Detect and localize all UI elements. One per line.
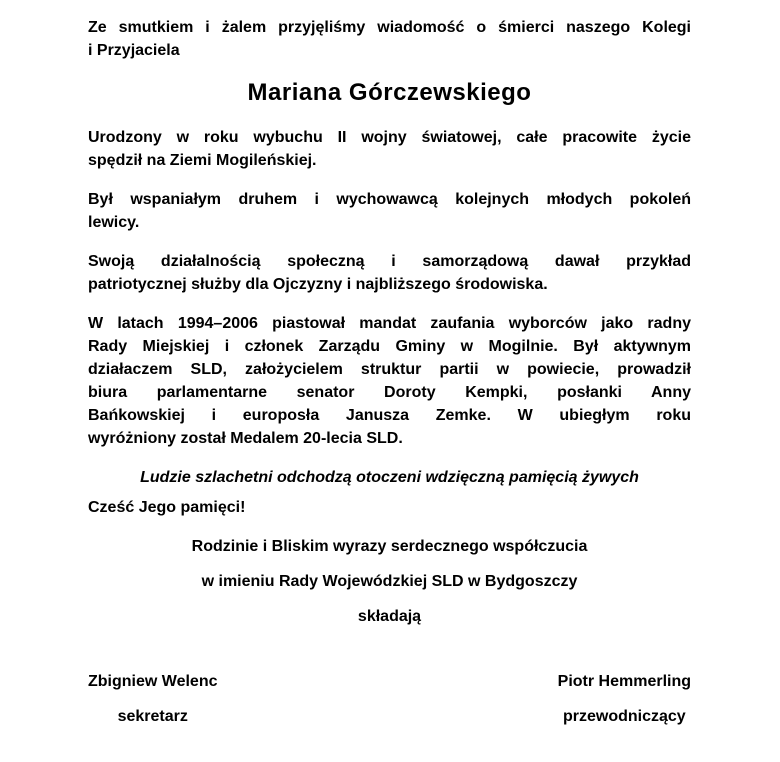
tribute-line: Cześć Jego pamięci! — [88, 499, 246, 516]
paragraph-line: biura parlamentarne senator Doroty Kempki, posłanki Anny — [88, 384, 691, 401]
signatory-name: Piotr Hemmerling — [557, 673, 691, 690]
signatory-role: sekretarz — [117, 708, 188, 725]
paragraph — [88, 312, 691, 450]
paragraph-line: i Przyjaciela — [88, 42, 180, 59]
paragraph-line: W latach 1994–2006 piastował mandat zaufania wyborców jako radny — [88, 315, 691, 332]
paragraph — [88, 126, 691, 172]
deceased-name-title: Mariana Górczewskiego — [247, 79, 532, 106]
paragraph-line: działaczem SLD, założycielem struktur partii w powiecie, prowadził — [88, 361, 691, 378]
signatory-name: Zbigniew Welenc — [88, 673, 218, 690]
signatory-role: przewodniczący — [562, 708, 686, 725]
signature-block — [88, 670, 691, 728]
signature-left — [88, 670, 218, 728]
paragraph-line: Ze smutkiem i żalem przyjęliśmy wiadomość o śmierci naszego Kolegi — [88, 19, 691, 36]
paragraph — [88, 250, 691, 296]
paragraph-line: spędził na Ziemi Mogileńskiej. — [88, 152, 317, 169]
paragraph-line: Bańkowskiej i europosła Janusza Zemke. W ubiegłym roku — [88, 407, 691, 424]
paragraph-line: patriotycznej służby dla Ojczyzny i najbliższego środowiska. — [88, 276, 548, 293]
closing-line: składają — [357, 608, 422, 625]
paragraph-line: Urodzony w roku wybuchu II wojny światowej, całe pracowite życie — [88, 129, 691, 146]
intro-paragraph — [88, 16, 691, 62]
closing-line: Rodzinie i Bliskim wyrazy serdecznego współczucia — [191, 538, 588, 555]
paragraph-line: lewicy. — [88, 214, 140, 231]
epitaph-line: Ludzie szlachetni odchodzą otoczeni wdzięczną pamięcią żywych — [140, 469, 639, 486]
paragraph-line: Swoją działalnością społeczną i samorządową dawał przykład — [88, 253, 691, 270]
paragraph-line: Był wspaniałym druhem i wychowawcą kolejnych młodych pokoleń — [88, 191, 691, 208]
signature-right — [558, 670, 691, 728]
paragraph-line: wyróżniony został Medalem 20-lecia SLD. — [88, 430, 403, 447]
paragraph — [88, 188, 691, 234]
paragraph-line: Rady Miejskiej i członek Zarządu Gminy w Mogilnie. Był aktywnym — [88, 338, 691, 355]
closing-line: w imieniu Rady Wojewódzkiej SLD w Bydgoszczy — [201, 573, 578, 590]
